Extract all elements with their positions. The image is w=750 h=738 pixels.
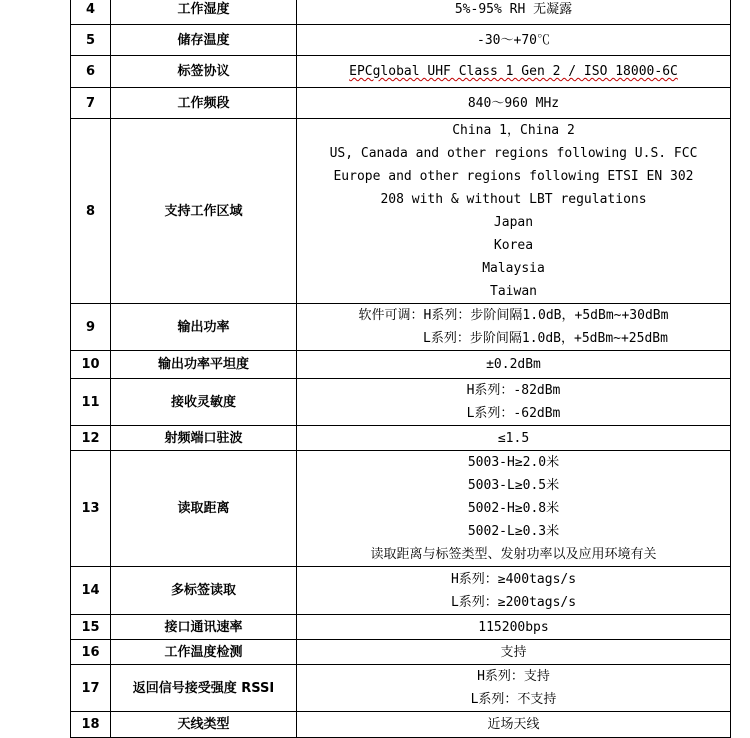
value-line: Taiwan: [490, 284, 537, 299]
table-row: [71, 56, 731, 88]
value-line: L系列：-62dBm: [466, 406, 561, 421]
param-name: 射频端口驻波: [111, 426, 297, 451]
table-row: [71, 25, 731, 56]
value-line: ±0.2dBm: [486, 357, 541, 372]
value-line: 支持: [500, 644, 527, 660]
row-number: 8: [71, 119, 111, 304]
row-number: 18: [71, 712, 111, 738]
value-line: L系列：≥200tags/s: [450, 594, 577, 610]
row-number: 7: [71, 88, 111, 119]
param-name: 接收灵敏度: [111, 379, 297, 426]
value-line: L系列：步阶间隔1.0dB，+5dBm~+25dBm: [423, 331, 668, 346]
value-line: ≤1.5: [497, 430, 530, 446]
value-line: Europe and other regions following ETSI EN 302: [333, 169, 694, 184]
param-value: [297, 351, 731, 379]
value-line: H系列：支持: [477, 669, 550, 684]
row-number: 16: [71, 640, 111, 665]
param-value: [297, 304, 731, 351]
param-name: 多标签读取: [111, 567, 297, 615]
value-line: 5%-95% RH 无凝露: [454, 2, 573, 17]
param-value: [297, 665, 731, 712]
spec-table: [70, 0, 731, 738]
value-line: H系列：-82dBm: [466, 383, 561, 398]
table-row: [71, 615, 731, 640]
param-value: [297, 0, 731, 25]
table-row: [71, 712, 731, 738]
param-name: 支持工作区域: [111, 119, 297, 304]
param-value: [297, 56, 731, 88]
param-value: [297, 615, 731, 640]
value-line: 5002-H≥0.8米: [467, 501, 560, 516]
param-value: [297, 567, 731, 615]
table-row: [71, 451, 731, 567]
param-name: 读取距离: [111, 451, 297, 567]
param-value: [297, 25, 731, 56]
param-name: 输出功率平坦度: [111, 351, 297, 379]
value-line: 115200bps: [478, 619, 549, 635]
table-row: [71, 88, 731, 119]
param-name: 天线类型: [111, 712, 297, 738]
param-name: 输出功率: [111, 304, 297, 351]
table-row: [71, 665, 731, 712]
value-line: 840～960 MHz: [467, 95, 560, 111]
row-number: 9: [71, 304, 111, 351]
value-line: L系列：不支持: [470, 692, 557, 707]
value-line: 近场天线: [487, 717, 540, 732]
param-value: [297, 379, 731, 426]
value-line: EPCglobal UHF Class 1 Gen 2 / ISO 18000-6C: [349, 64, 678, 79]
value-line: H系列：≥400tags/s: [450, 571, 577, 587]
param-name: 接口通讯速率: [111, 615, 297, 640]
value-line: 5003-L≥0.5米: [467, 478, 560, 493]
value-line: China 1，China 2: [452, 123, 575, 138]
table-row: [71, 351, 731, 379]
param-value: [297, 640, 731, 665]
value-line: -30～+70℃: [477, 32, 550, 48]
table-row: [71, 426, 731, 451]
param-name: 标签协议: [111, 56, 297, 88]
value-line: Korea: [493, 238, 534, 253]
param-value: [297, 712, 731, 738]
param-value: [297, 451, 731, 567]
value-line: 208 with & without LBT regulations: [380, 192, 647, 207]
param-name: 工作湿度: [111, 0, 297, 25]
param-name: 储存温度: [111, 25, 297, 56]
param-name: 工作温度检测: [111, 640, 297, 665]
row-number: 5: [71, 25, 111, 56]
row-number: 17: [71, 665, 111, 712]
value-line: 软件可调：H系列：步阶间隔1.0dB，+5dBm~+30dBm: [358, 308, 669, 323]
row-number: 4: [71, 0, 111, 25]
value-line: Malaysia: [482, 261, 545, 276]
param-value: [297, 88, 731, 119]
value-line: 读取距离与标签类型、发射功率以及应用环境有关: [370, 547, 657, 562]
table-row: [71, 379, 731, 426]
row-number: 14: [71, 567, 111, 615]
row-number: 6: [71, 56, 111, 88]
value-line: Japan: [493, 215, 534, 230]
table-row: [71, 0, 731, 25]
table-row: [71, 119, 731, 304]
param-value: [297, 119, 731, 304]
param-value: [297, 426, 731, 451]
row-number: 11: [71, 379, 111, 426]
row-number: 12: [71, 426, 111, 451]
param-name: 工作频段: [111, 88, 297, 119]
value-line: 5002-L≥0.3米: [467, 524, 560, 539]
row-number: 13: [71, 451, 111, 567]
table-row: [71, 304, 731, 351]
row-number: 15: [71, 615, 111, 640]
table-row: [71, 567, 731, 615]
table-row: [71, 640, 731, 665]
row-number: 10: [71, 351, 111, 379]
param-name: 返回信号接受强度 RSSI: [111, 665, 297, 712]
value-line: 5003-H≥2.0米: [467, 455, 560, 470]
value-line: US, Canada and other regions following U.S. FCC: [329, 146, 698, 161]
